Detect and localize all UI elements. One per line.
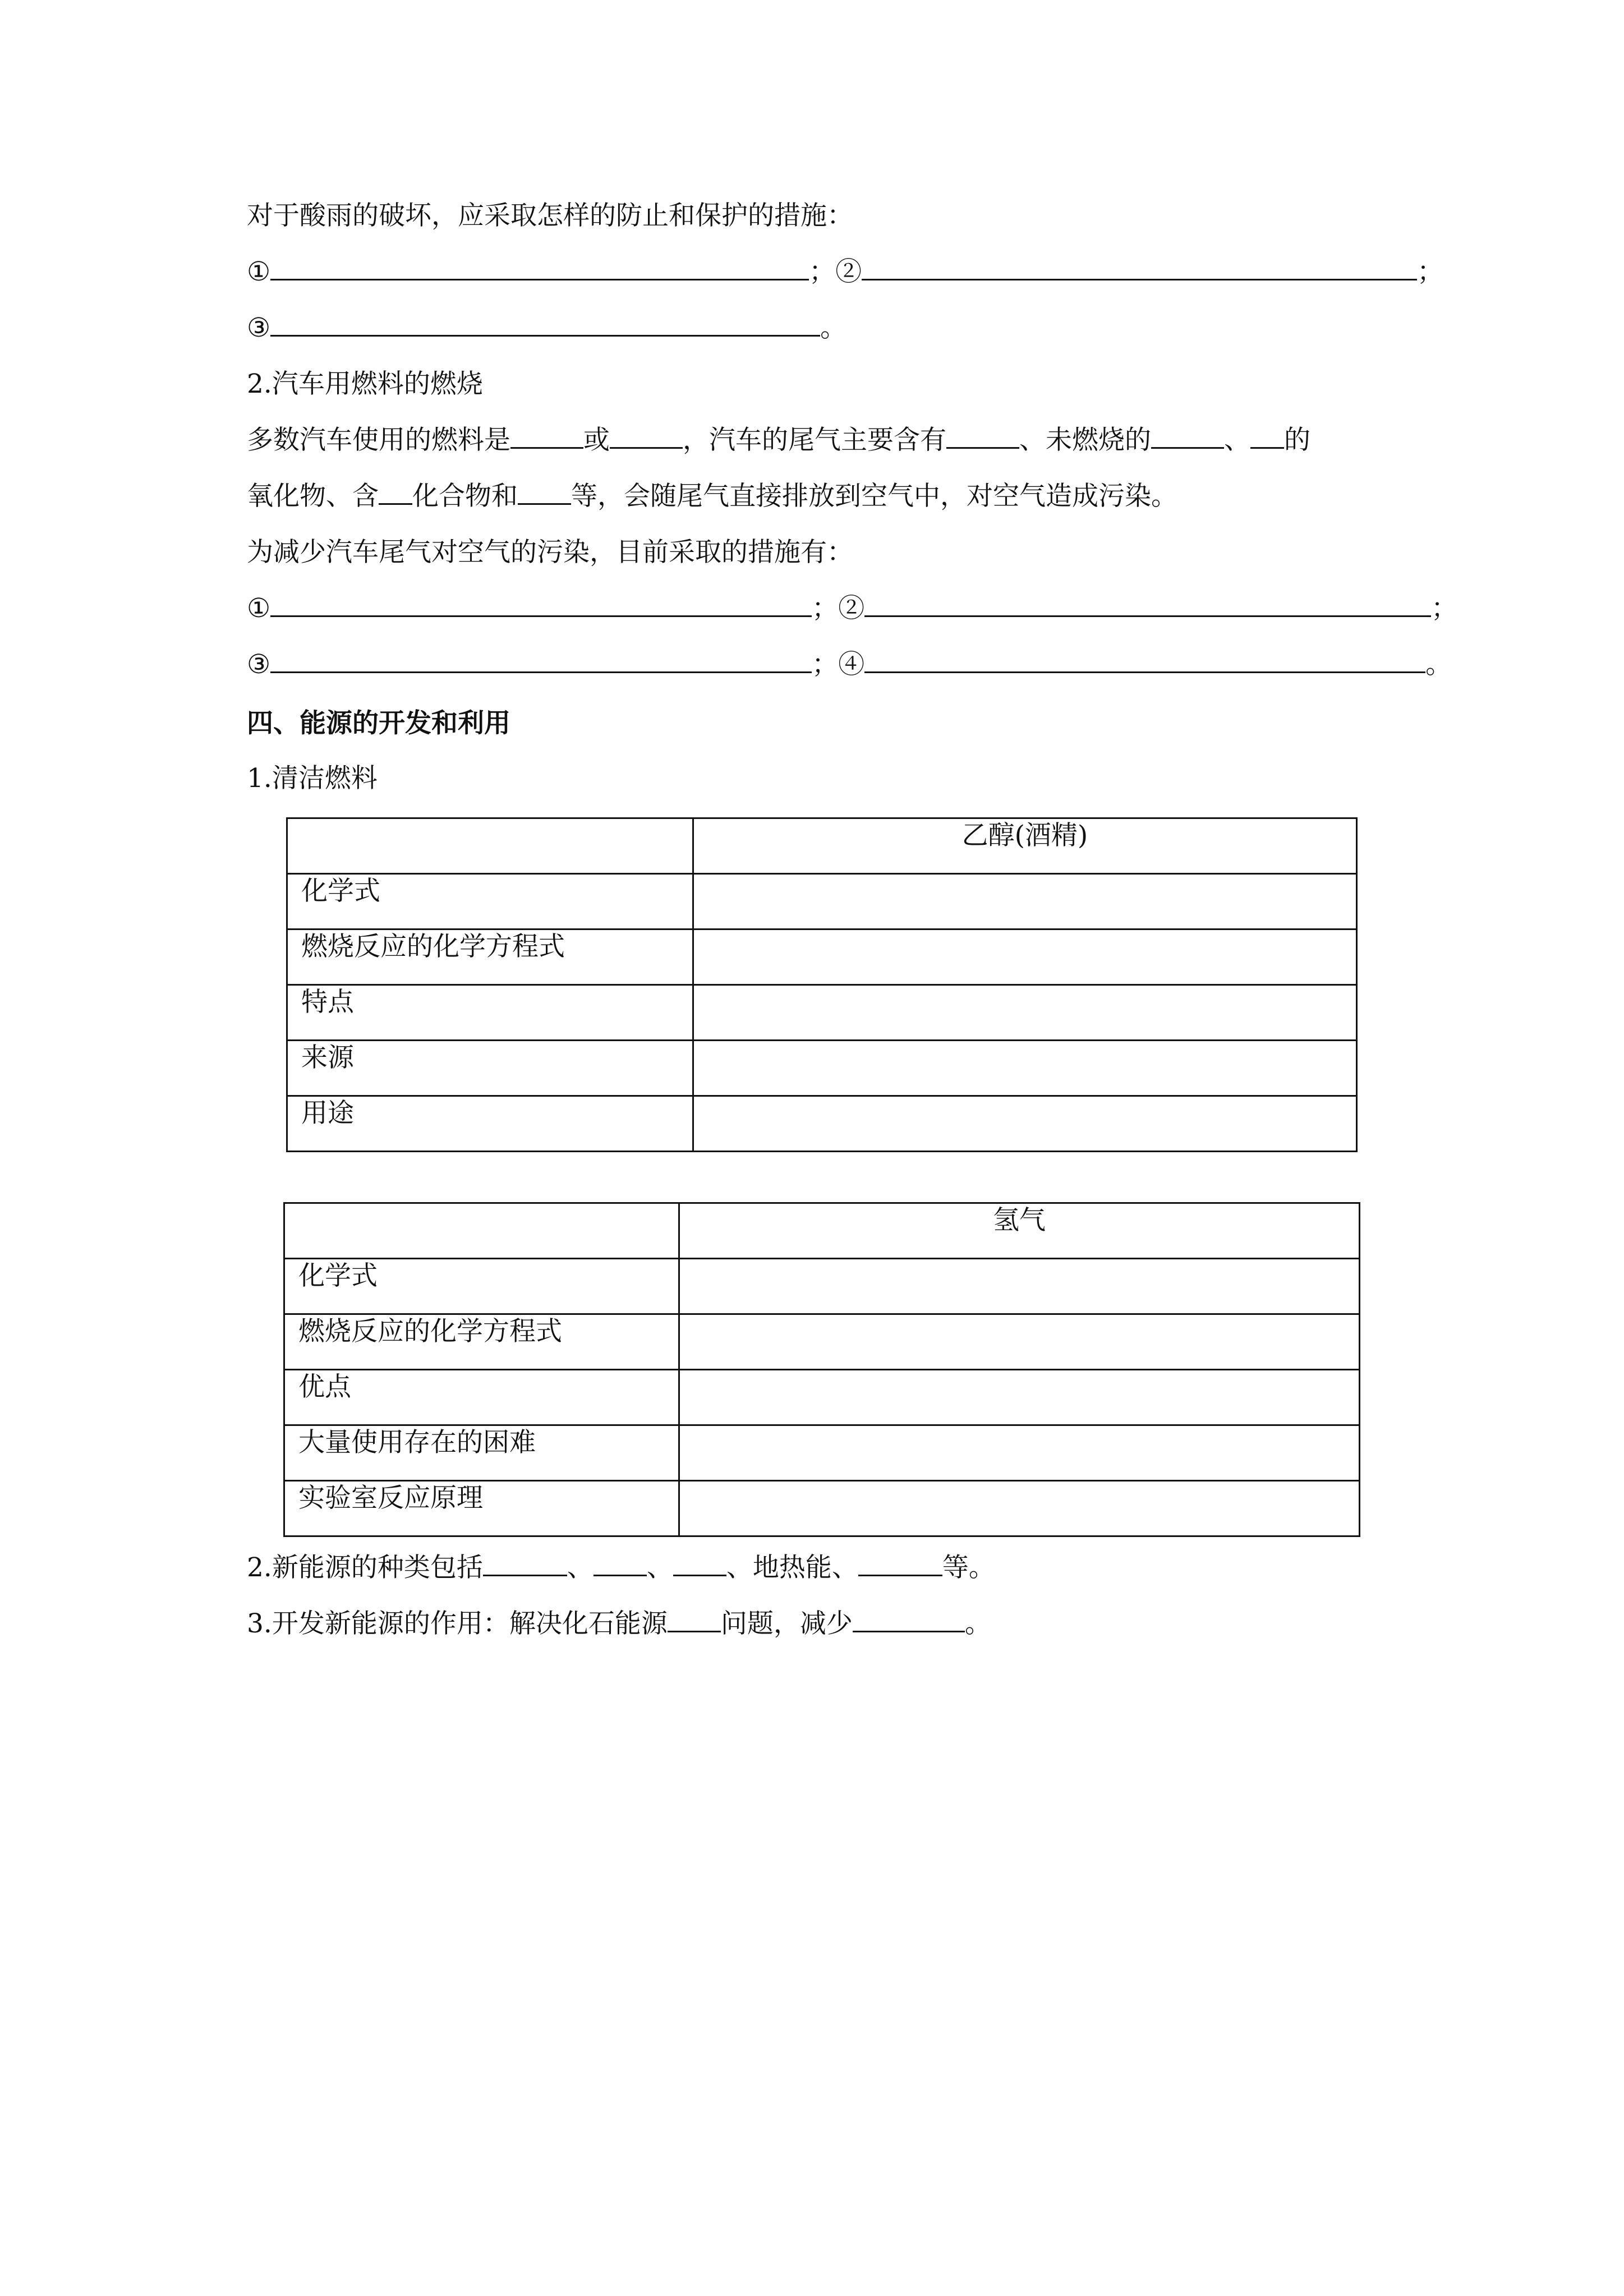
table-row — [284, 1203, 1360, 1259]
text: 化合物和 — [412, 481, 518, 512]
text: 、地热能、 — [726, 1552, 858, 1583]
row-label: 燃烧反应的化学方程式 — [284, 1314, 679, 1370]
answer-cell[interactable] — [693, 985, 1356, 1041]
text: 的 — [1284, 425, 1310, 455]
table-row — [287, 874, 1357, 930]
purpose-blank-1[interactable] — [668, 1608, 721, 1632]
acid-rain-measures-row-2 — [247, 311, 846, 345]
period: 。 — [820, 312, 847, 343]
new-energy-purpose — [247, 1607, 991, 1641]
fuel-blank-1[interactable] — [510, 425, 583, 449]
answer-blank-3[interactable] — [270, 312, 820, 337]
marker-2: ② — [838, 593, 865, 624]
answer-cell[interactable] — [693, 874, 1356, 930]
row-label: 来源 — [287, 1041, 693, 1096]
answer-cell[interactable] — [679, 1259, 1359, 1314]
section-heading: 四、能源的开发和利用 — [247, 708, 510, 739]
energy-blank-2[interactable] — [594, 1552, 647, 1576]
marker-1: ① — [247, 593, 271, 624]
ethanol-table — [286, 817, 1358, 1152]
subsection-clean-fuel: 1.清洁燃料 — [247, 763, 378, 794]
text: 等，会随尾气直接排放到空气中，对空气造成污染。 — [571, 481, 1177, 512]
separator: ； — [812, 593, 839, 624]
text: 问题，减少 — [720, 1608, 853, 1639]
row-label: 特点 — [287, 985, 693, 1041]
exhaust-blank-3[interactable] — [1250, 425, 1284, 449]
table-row — [287, 930, 1357, 985]
table-row — [284, 1314, 1360, 1370]
text: ，汽车的尾气主要含有 — [683, 425, 946, 455]
answer-cell[interactable] — [679, 1314, 1359, 1370]
car-fuel-para-3: 为减少汽车尾气对空气的污染，目前采取的措施有： — [247, 537, 853, 568]
period: 。 — [1425, 649, 1452, 680]
table-row — [287, 818, 1357, 874]
text: 。 — [964, 1608, 991, 1639]
separator: ； — [1417, 256, 1444, 287]
marker-3: ③ — [247, 312, 271, 343]
text: 2.新能源的种类包括 — [247, 1552, 483, 1583]
row-label: 化学式 — [284, 1259, 679, 1314]
table-row — [284, 1259, 1360, 1314]
new-energy-types — [247, 1551, 995, 1585]
text: 、 — [1224, 425, 1250, 455]
row-label: 化学式 — [287, 874, 693, 930]
text: 氧化物、含 — [247, 481, 379, 512]
text: 或 — [583, 425, 610, 455]
measure-blank-3[interactable] — [270, 649, 812, 673]
row-label: 大量使用存在的困难 — [284, 1425, 679, 1481]
answer-cell[interactable] — [679, 1481, 1359, 1536]
table-row — [287, 985, 1357, 1041]
answer-blank-1[interactable] — [270, 256, 809, 280]
row-label: 燃烧反应的化学方程式 — [287, 930, 693, 985]
energy-blank-4[interactable] — [858, 1552, 942, 1576]
answer-cell[interactable] — [679, 1370, 1359, 1425]
hydrogen-table — [283, 1202, 1360, 1537]
answer-cell[interactable] — [693, 930, 1356, 985]
exhaust-blank-5[interactable] — [518, 481, 571, 505]
table-cell — [284, 1203, 679, 1259]
marker-4: ④ — [838, 649, 865, 680]
exhaust-blank-2[interactable] — [1151, 425, 1224, 449]
table-cell — [287, 818, 693, 874]
answer-cell[interactable] — [693, 1041, 1356, 1096]
acid-rain-question: 对于酸雨的破坏，应采取怎样的防止和保护的措施： — [247, 200, 853, 231]
answer-cell[interactable] — [693, 1096, 1356, 1152]
answer-blank-2[interactable] — [862, 256, 1417, 280]
separator: ； — [812, 649, 839, 680]
car-measures-row-2 — [247, 648, 1452, 682]
text: 等。 — [942, 1552, 995, 1583]
text: 、未燃烧的 — [1019, 425, 1151, 455]
table-row — [284, 1425, 1360, 1481]
hydrogen-header: 氢气 — [679, 1203, 1359, 1259]
measure-blank-4[interactable] — [864, 649, 1425, 673]
row-label: 实验室反应原理 — [284, 1481, 679, 1536]
fuel-blank-2[interactable] — [610, 425, 683, 449]
table-row — [287, 1041, 1357, 1096]
separator: ； — [809, 256, 836, 287]
text: 、 — [646, 1552, 673, 1583]
acid-rain-measures-row-1 — [247, 255, 1443, 289]
row-label: 优点 — [284, 1370, 679, 1425]
car-fuel-para-1 — [247, 424, 1310, 457]
purpose-blank-2[interactable] — [853, 1608, 965, 1632]
measure-blank-1[interactable] — [270, 593, 812, 617]
answer-cell[interactable] — [679, 1425, 1359, 1481]
exhaust-blank-4[interactable] — [379, 481, 412, 505]
exhaust-blank-1[interactable] — [946, 425, 1019, 449]
separator: ； — [1431, 593, 1458, 624]
ethanol-header: 乙醇(酒精) — [693, 818, 1356, 874]
energy-blank-3[interactable] — [673, 1552, 726, 1576]
table-row — [284, 1481, 1360, 1536]
car-measures-row-1 — [247, 592, 1457, 625]
text: 3.开发新能源的作用：解决化石能源 — [247, 1608, 668, 1639]
row-label: 用途 — [287, 1096, 693, 1152]
marker-3: ③ — [247, 649, 271, 680]
table-row — [284, 1370, 1360, 1425]
table-row — [287, 1096, 1357, 1152]
energy-blank-1[interactable] — [483, 1552, 567, 1576]
marker-2: ② — [835, 256, 862, 287]
measure-blank-2[interactable] — [864, 593, 1431, 617]
car-fuel-para-2 — [247, 480, 1177, 513]
text: 多数汽车使用的燃料是 — [247, 425, 510, 455]
marker-1: ① — [247, 256, 271, 287]
text: 、 — [567, 1552, 594, 1583]
car-fuel-title: 2.汽车用燃料的燃烧 — [247, 369, 483, 399]
